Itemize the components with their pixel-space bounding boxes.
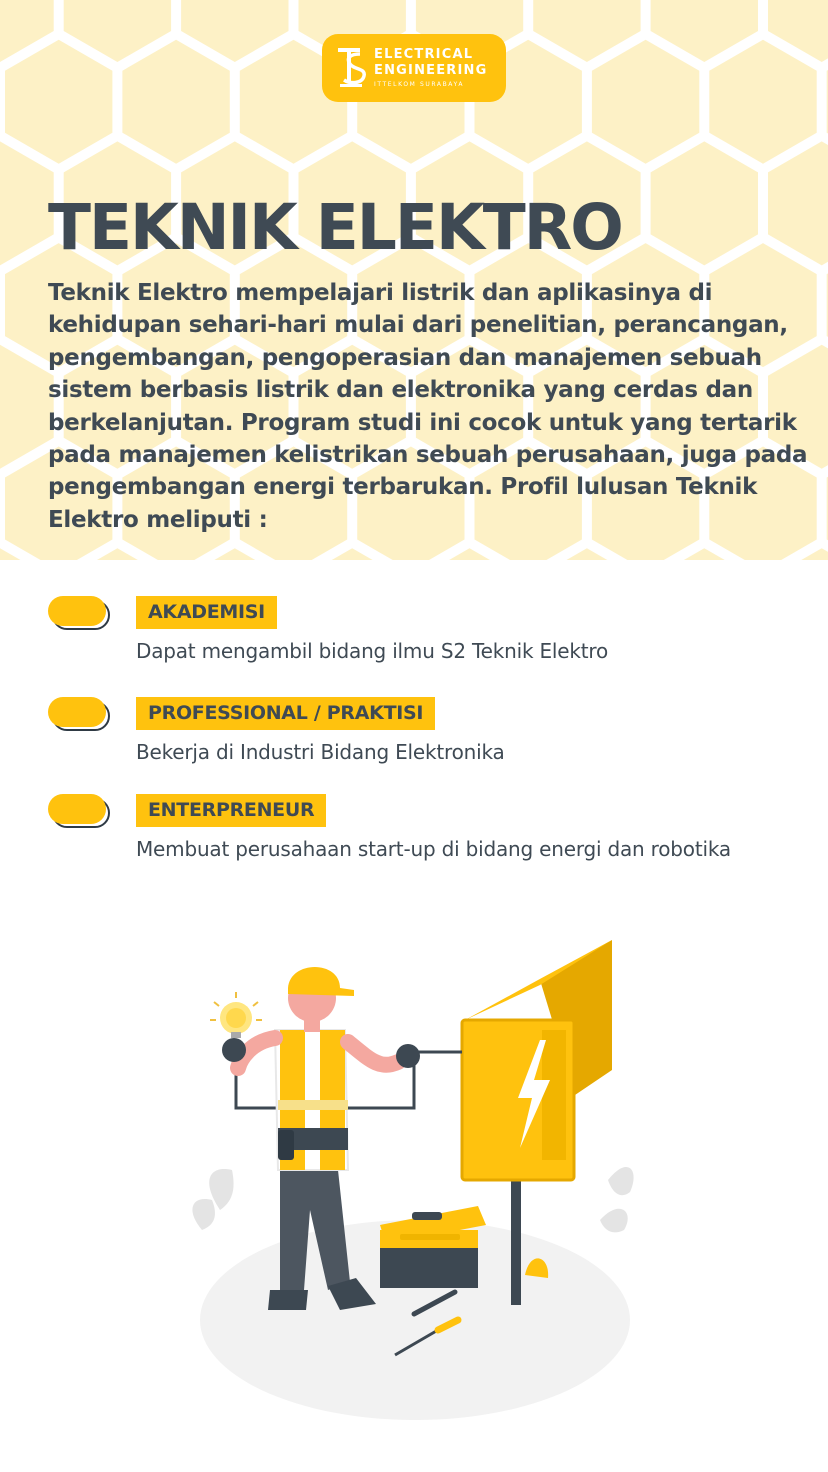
toggle-pill-icon [48,794,110,828]
profile-desc: Membuat perusahaan start-up di bidang energi dan robotika [136,837,731,861]
hexagon-tile [5,40,112,164]
hexagon-tile [651,141,758,265]
logo-line1: ELECTRICAL [374,47,474,62]
profile-title: PROFESSIONAL / PRAKTISI [136,697,435,730]
profile-title: ENTERPRENEUR [136,794,326,827]
hexagon-tile [0,345,54,469]
intro-paragraph: Teknik Elektro mempelajari listrik dan aplikasinya di kehidupan sehari-hari mulai dari penelitian, perancangan, pengembangan, pengoperasian dan manajemen sebuah sistem berbasis listrik dan elektronika yang cerdas dan berkelanjutan. Program studi ini cocok untuk yang tertarik pada manajemen kelistrikan sebuah perusahaan, juga pada pengembangan energi terbarukan. Profil lulusan Teknik Elektro meliputi : [48,280,808,533]
profile-desc: Bekerja di Industri Bidang Elektronika [136,740,505,764]
hexagon-tile [768,141,828,265]
profile-desc: Dapat mengambil bidang ilmu S2 Teknik Elektro [136,639,609,663]
hexagon-tile [0,141,54,265]
electrical-engineering-logo-icon [336,44,370,92]
logo-line3: ITTELKOM SURABAYA [374,81,465,88]
toggle-pill-icon [48,697,110,731]
hexagon-tile [592,40,699,164]
hexagon-tile [122,40,229,164]
electrician-panel-illustration [180,930,650,1430]
toggle-pill-icon [48,596,110,630]
hexagon-tile [709,40,816,164]
page-title: TEKNIK ELEKTRO [48,191,622,264]
logo-line2: ENGINEERING [374,63,488,78]
profile-title: AKADEMISI [136,596,277,629]
logo-badge [322,34,506,102]
